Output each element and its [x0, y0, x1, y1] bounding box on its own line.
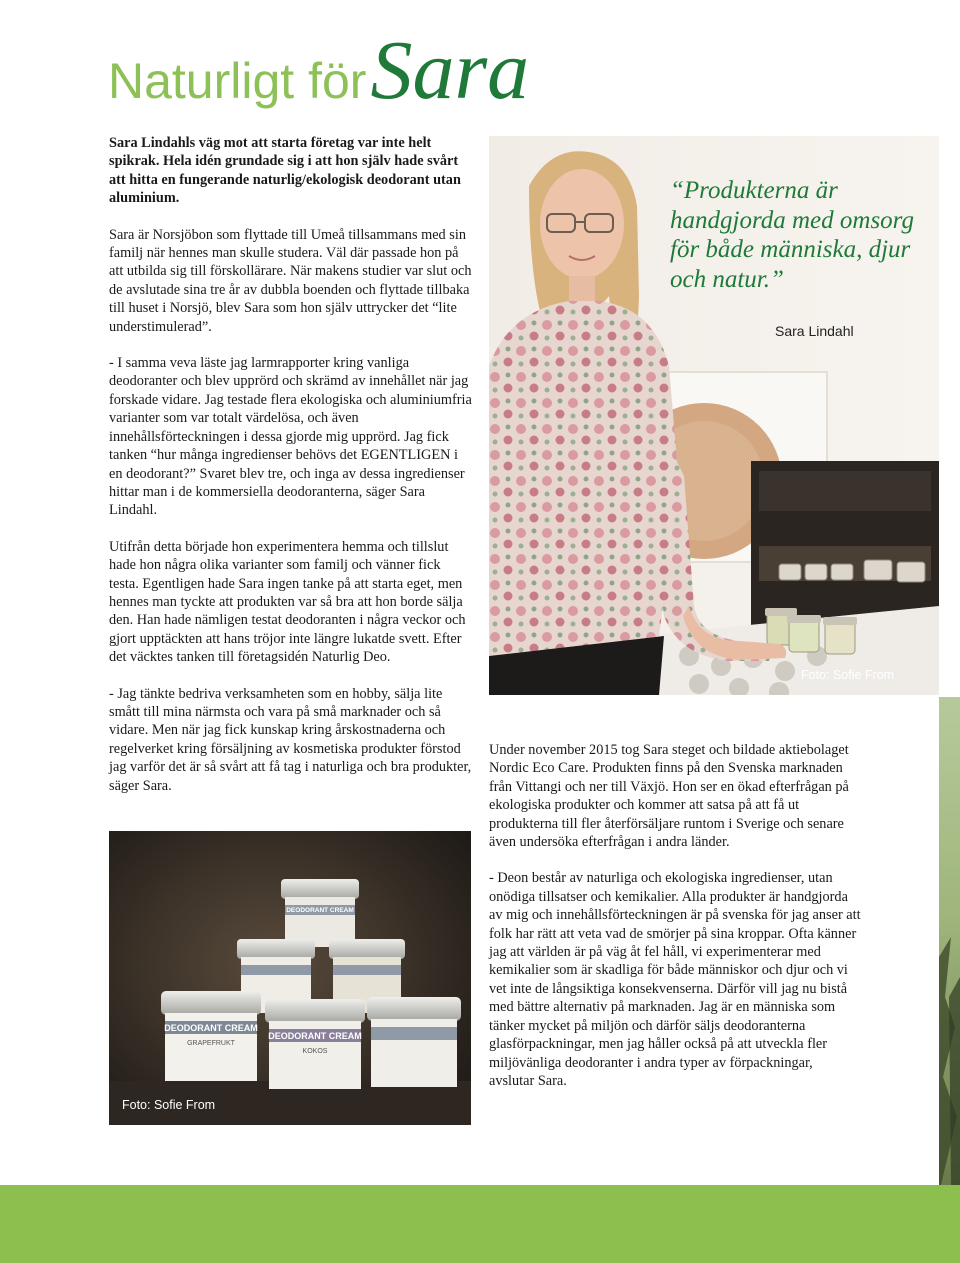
photo-credit: Foto: Sofie From [122, 1098, 216, 1112]
edge-forest-photo [939, 697, 960, 1185]
pull-quote: “Produkterna är handgjorda med omsorg för både människa, djur och natur.” [670, 177, 914, 293]
jar-label: DEODORANT CREAM [268, 1031, 362, 1041]
footer-band [0, 1185, 960, 1263]
body-paragraph: - Jag tänkte bedriva verksamheten som en hobby, sälja lite smått till mina närmsta och vara på små marknader och så vidare. Men när jag fick kunskap kring årskostnaderna och regelverket kring försäljning av kosmetiska produkter förstod jag varför det är så svårt att få tag i naturliga och bra produkter, säger Sara. [109, 685, 472, 794]
title-plain: Naturligt för [108, 53, 367, 109]
body-paragraph: Sara är Norsjöbon som flyttade till Umeå tillsammans med sin familj när hennes man skulle studera. Väl där passade hon på att utbilda sig till förskollärare. När makens studier var slut och de avslutade sina tre år av dubbla boenden och flyttade tillbaka till huset i Norsjö, blev Sara som hon själv uttrycker det “lite understimulerad”. [109, 226, 472, 335]
body-paragraph: - I samma veva läste jag larmrapporter kring vanliga deodoranter och blev upprörd och skrämd av innehållet när jag forskade vidare. Jag testade flera ekologiska och aluminiumfria varianter som var totalt värdelösa, och även innehållsförteckningen i dessa gjorde mig upprörd. Jag fick tanken “hur många ingredienser behövs det EGENTLIGEN i en deodorant?” Svaret blev tre, och inga av dessa ingredienser hittar man i de kommersiella deodoranterna, säger Sara Lindahl. [109, 355, 472, 519]
lead-paragraph: Sara Lindahls väg mot att starta företag var inte helt spikrak. Hela idén grundade sig i att hon själv hade svårt att hitta en fungerande naturlig/ekologisk deodorant utan aluminium. [109, 135, 461, 207]
body-paragraph: - Deon består av naturliga och ekologiska ingredienser, utan onödiga tillsatser och kemikalier. Alla produkter är handgjorda av mig och innehållsförteckningen är på svenska för jag anser att folk har rätt att veta vad de smörjer på sina kroppar. Ofta känner jag att världen är på väg åt fel håll, vi experimenterar med kemikalier som är skadliga för både människor och djur och vi vet inte de långsiktiga konsekvenserna. Därför vill jag nu bistå med bättre alternativ på marknaden. Jag är en människa som tänker mycket på miljön och därför säljs deodoranterna glasförpackningar, men jag håller också på att utveckla fler miljövänliga deodoranter i andra typer av förpackningar, avslutar Sara. [489, 870, 861, 1089]
jar-variant: GRAPEFRUKT [187, 1040, 235, 1047]
jar-label: DEODORANT CREAM [164, 1023, 258, 1033]
body-paragraph: Under november 2015 tog Sara steget och bildade aktiebolaget Nordic Eco Care. Produkten finns på den Svenska marknaden från Vittangi och ner till Växjö. Hon ser en ökad efterfrågan på ekologiska produkter och kommer att satsa på att få ut produkterna till fler återförsäljare runtom i Sverige och senare även undersöka efterfrågan i andra länder. [489, 742, 849, 851]
body-paragraph: Utifrån detta började hon experimentera hemma och tillslut hade hon några olika varianter som familj och vänner fick testa. Egentligen hade Sara ingen tanke på att starta eget, men hennes man tyckte att produkten var så bra att hon borde sälja den. Han hade nämligen testat deodoranten i några veckor och gjort upptäckten att hans tröjor inte längre lukatde svett. Efter det väcktes tanken till företagsidén Naturlig Deo. [109, 538, 466, 666]
right-column [489, 741, 861, 1108]
jar-label: DEODORANT CREAM [286, 907, 354, 914]
forest-illustration [939, 697, 960, 1185]
product-photo [109, 831, 471, 1125]
pull-quote-author: Sara Lindahl [775, 323, 854, 339]
jar-variant: KOKOS [302, 1048, 328, 1055]
left-column [109, 134, 473, 813]
photo-credit: Foto: Sofie From [801, 668, 895, 682]
article-title [108, 22, 529, 119]
portrait-photo [489, 136, 939, 695]
title-script: Sara [370, 24, 530, 117]
jars-illustration [109, 831, 471, 1125]
